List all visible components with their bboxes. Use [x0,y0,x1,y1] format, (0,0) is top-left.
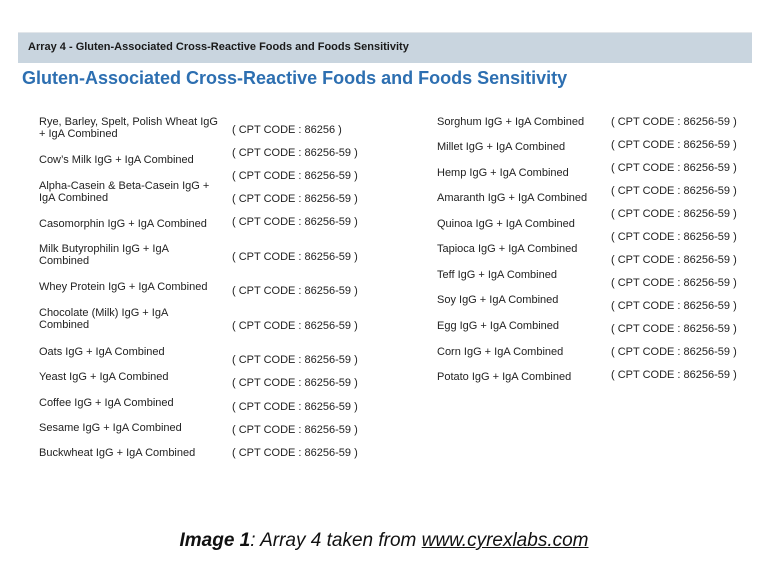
food-label: Cow’s Milk IgG + IgA Combined [39,154,194,166]
cpt-code: ( CPT CODE : 86256-59 ) [611,231,737,243]
document-panel [18,32,752,511]
cpt-code: ( CPT CODE : 86256-59 ) [232,377,358,389]
cpt-code: ( CPT CODE : 86256-59 ) [232,216,358,228]
food-label: Oats IgG + IgA Combined [39,346,165,358]
caption-text: : Array 4 taken from [250,530,422,551]
array-banner-title: Array 4 - Gluten-Associated Cross-Reactive Foods and Foods Sensitivity [28,41,409,53]
cpt-code: ( CPT CODE : 86256-59 ) [232,320,358,332]
food-label: Teff IgG + IgA Combined [437,269,557,281]
food-label: Chocolate (Milk) IgG + IgA Combined [39,307,168,331]
cpt-code: ( CPT CODE : 86256-59 ) [232,354,358,366]
food-label: Tapioca IgG + IgA Combined [437,243,578,255]
cpt-code: ( CPT CODE : 86256-59 ) [611,300,737,312]
food-label: Quinoa IgG + IgA Combined [437,218,575,230]
food-label: Soy IgG + IgA Combined [437,294,559,306]
food-label: Sorghum IgG + IgA Combined [437,116,585,128]
cpt-code: ( CPT CODE : 86256-59 ) [611,346,737,358]
cpt-code: ( CPT CODE : 86256-59 ) [232,285,358,297]
cpt-code: ( CPT CODE : 86256-59 ) [232,251,358,263]
food-label: Rye, Barley, Spelt, Polish Wheat IgG + IgA Combined [39,116,218,140]
food-label: Amaranth IgG + IgA Combined [437,192,588,204]
food-label: Alpha-Casein & Beta-Casein IgG + IgA Combined [39,180,210,204]
cpt-code: ( CPT CODE : 86256-59 ) [232,170,358,182]
document-heading: Gluten-Associated Cross-Reactive Foods and Foods Sensitivity [22,68,568,88]
food-label: Coffee IgG + IgA Combined [39,397,174,409]
cpt-code: ( CPT CODE : 86256-59 ) [611,208,737,220]
food-label: Sesame IgG + IgA Combined [39,422,182,434]
cpt-code: ( CPT CODE : 86256-59 ) [232,401,358,413]
food-label: Corn IgG + IgA Combined [437,346,564,358]
food-label: Egg IgG + IgA Combined [437,320,559,332]
cpt-code: ( CPT CODE : 86256-59 ) [232,424,358,436]
cpt-code: ( CPT CODE : 86256-59 ) [611,254,737,266]
cpt-code: ( CPT CODE : 86256-59 ) [611,185,737,197]
caption-source-link[interactable]: www.cyrexlabs.com [421,530,589,551]
cpt-code: ( CPT CODE : 86256 ) [232,124,342,136]
food-label: Millet IgG + IgA Combined [437,141,566,153]
cpt-code: ( CPT CODE : 86256-59 ) [611,162,737,174]
food-label: Yeast IgG + IgA Combined [39,371,169,383]
food-label: Casomorphin IgG + IgA Combined [39,218,207,230]
cpt-code: ( CPT CODE : 86256-59 ) [232,147,358,159]
cpt-code: ( CPT CODE : 86256-59 ) [611,323,737,335]
cpt-code: ( CPT CODE : 86256-59 ) [232,447,358,459]
cpt-code: ( CPT CODE : 86256-59 ) [611,139,737,151]
food-label: Buckwheat IgG + IgA Combined [39,447,196,459]
array-banner [18,33,752,63]
cpt-code: ( CPT CODE : 86256-59 ) [611,369,737,381]
image-caption [0,530,768,552]
caption-label: Image 1 [179,530,251,551]
cpt-code: ( CPT CODE : 86256-59 ) [232,193,358,205]
food-label: Potato IgG + IgA Combined [437,371,572,383]
food-label: Milk Butyrophilin IgG + IgA Combined [39,243,169,267]
food-label: Hemp IgG + IgA Combined [437,167,569,179]
cpt-code: ( CPT CODE : 86256-59 ) [611,277,737,289]
food-label: Whey Protein IgG + IgA Combined [39,281,208,293]
cpt-code: ( CPT CODE : 86256-59 ) [611,116,737,128]
